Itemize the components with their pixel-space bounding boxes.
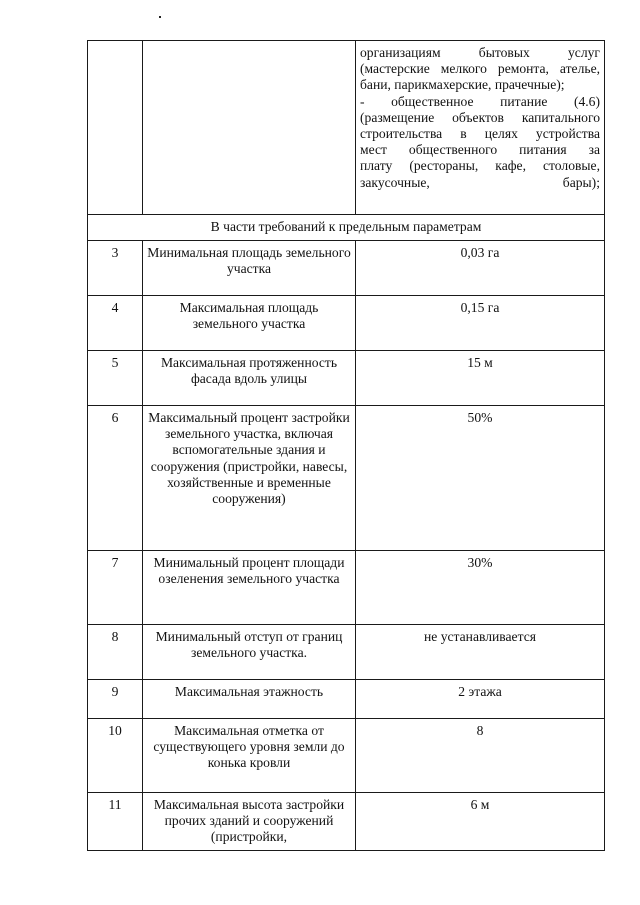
table-row [88, 625, 605, 680]
table-row [88, 296, 605, 351]
table-row [88, 351, 605, 406]
row-parameter-name: Максимальный процент застройки земельного участка, включая вспомогательные здания и сооружения (пристройки, навесы, хозяйственные и временные сооружения) [143, 406, 356, 551]
row-parameter-name: Минимальный процент площади озеленения земельного участка [143, 551, 356, 625]
text-line: организациям бытовых услуг [360, 45, 600, 60]
text-line: - общественное питание (4.6) [360, 93, 600, 109]
text-line: плату (рестораны, кафе, столовые, [360, 158, 600, 174]
row-value: 2 этажа [356, 680, 605, 719]
table-row [88, 680, 605, 719]
row-parameter-name: Максимальная протяженность фасада вдоль улицы [143, 351, 356, 406]
row-value: 30% [356, 551, 605, 625]
row-parameter-name: Максимальная площадь земельного участка [143, 296, 356, 351]
cell-permitted-uses-continued [356, 41, 605, 215]
cell-name-empty [143, 41, 356, 215]
table-row [88, 793, 605, 851]
row-number: 8 [88, 625, 143, 680]
scan-dot [159, 16, 161, 18]
row-value: 15 м [356, 351, 605, 406]
row-number: 11 [88, 793, 143, 851]
row-value: 0,03 га [356, 241, 605, 296]
table-row [88, 719, 605, 793]
row-number: 4 [88, 296, 143, 351]
table-row [88, 241, 605, 296]
section-header-row [88, 215, 605, 241]
row-number: 3 [88, 241, 143, 296]
cell-number-empty [88, 41, 143, 215]
row-number: 6 [88, 406, 143, 551]
table-row [88, 406, 605, 551]
text-line: строительства в целях устройства [360, 126, 600, 142]
row-value: 6 м [356, 793, 605, 851]
row-parameter-name: Минимальная площадь земельного участка [143, 241, 356, 296]
row-number: 10 [88, 719, 143, 793]
text-line: закусочные, бары); [360, 174, 600, 190]
table-row-continued [88, 41, 605, 215]
row-parameter-name: Минимальный отступ от границ земельного участка. [143, 625, 356, 680]
row-parameter-name: Максимальная этажность [143, 680, 356, 719]
text-line: (мастерские мелкого ремонта, ателье, [360, 61, 600, 77]
row-number: 7 [88, 551, 143, 625]
row-parameter-name: Максимальная высота застройки прочих зданий и сооружений (пристройки, [143, 793, 356, 851]
row-value: 8 [356, 719, 605, 793]
row-number: 5 [88, 351, 143, 406]
row-value: 50% [356, 406, 605, 551]
row-value: не устанавливается [356, 625, 605, 680]
text-line: мест общественного питания за [360, 142, 600, 158]
regulations-table [87, 40, 605, 851]
row-parameter-name: Максимальная отметка от существующего уровня земли до конька кровли [143, 719, 356, 793]
row-value: 0,15 га [356, 296, 605, 351]
table-row [88, 551, 605, 625]
text-line: (размещение объектов капитального [360, 109, 600, 125]
text-line: бани, парикмахерские, прачечные); [360, 77, 565, 93]
section-title: В части требований к предельным параметрам [88, 215, 605, 241]
row-number: 9 [88, 680, 143, 719]
